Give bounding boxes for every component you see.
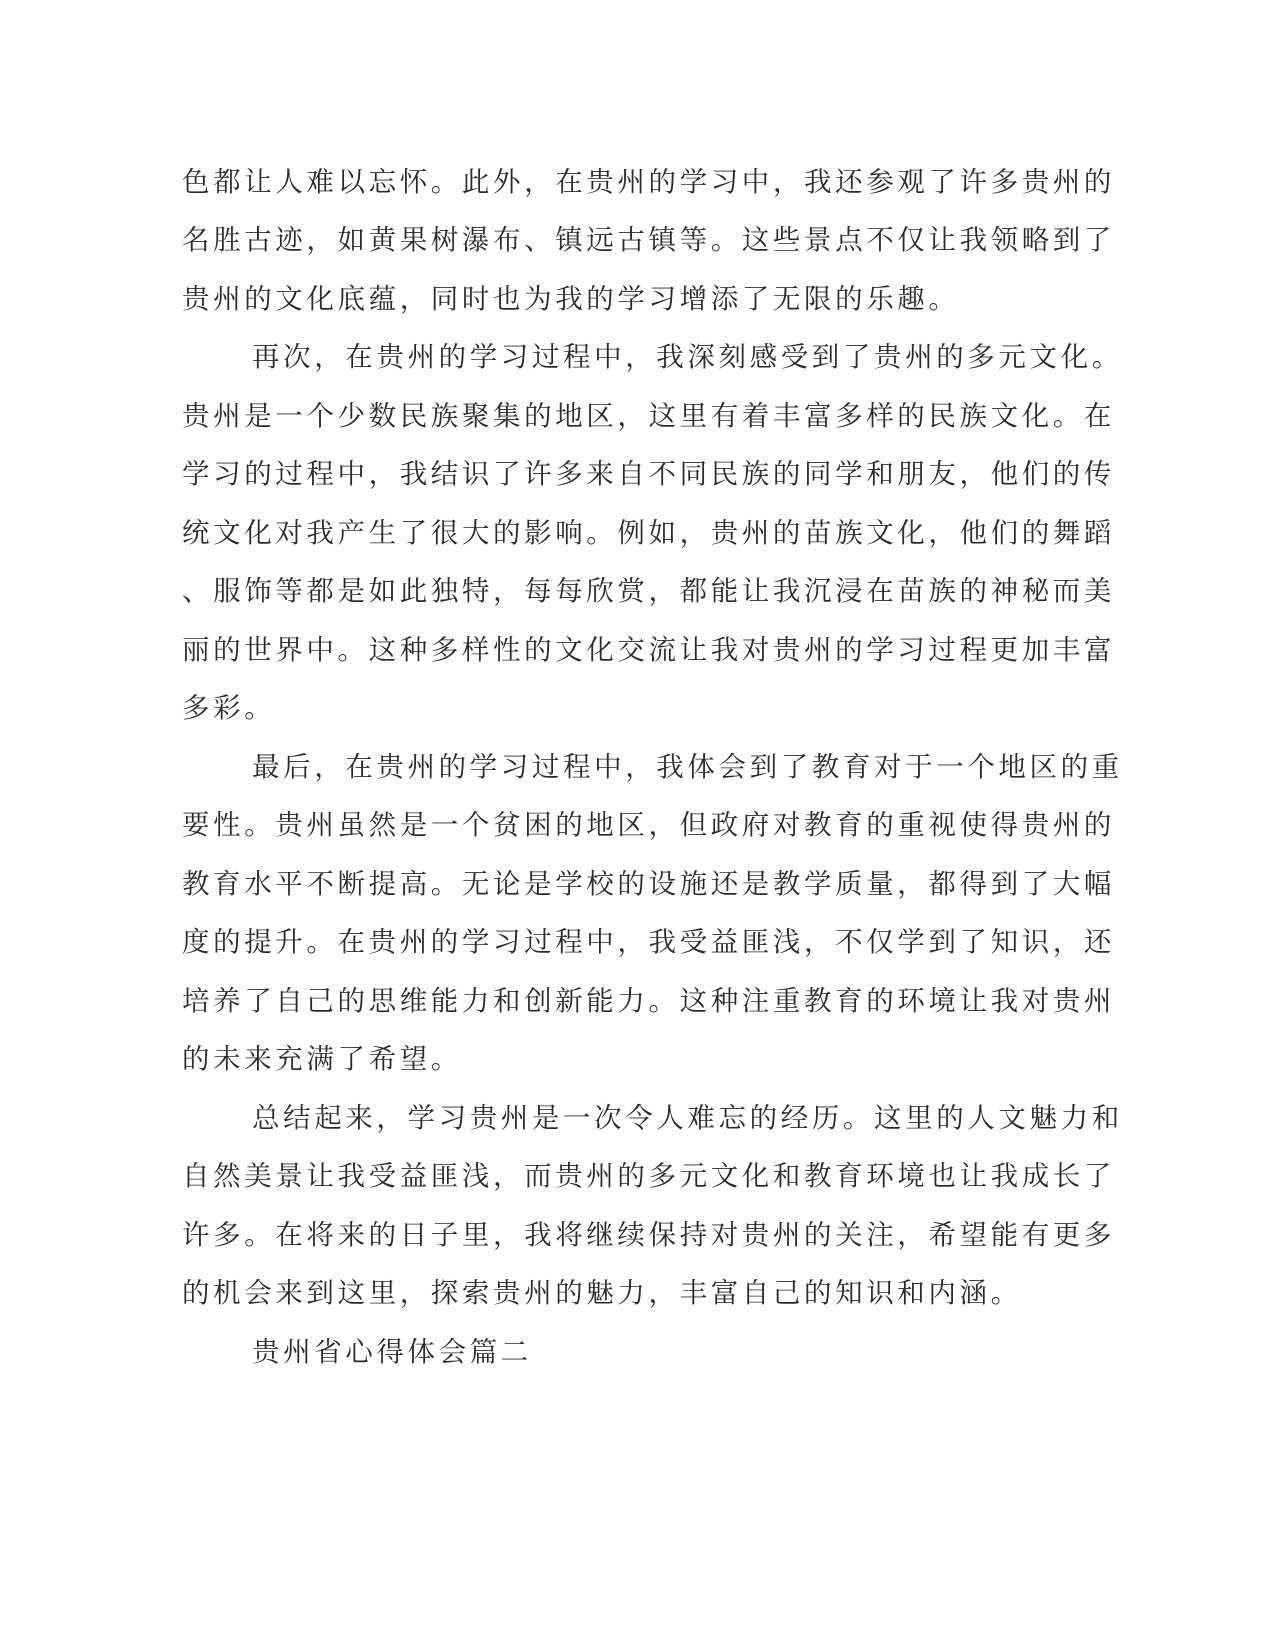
body-text-line: 色都让人难以忘怀。此外，在贵州的学习中，我还参观了许多贵州的 — [182, 166, 1115, 198]
body-text-line: 教育水平不断提高。无论是学校的设施还是教学质量，都得到了大幅 — [182, 868, 1115, 900]
body-text-line: 、服饰等都是如此独特，每每欣赏，都能让我沉浸在苗族的神秘而美 — [182, 575, 1115, 607]
section-heading: 贵州省心得体会篇二 — [252, 1336, 532, 1368]
body-text-line: 再次，在贵州的学习过程中，我深刻感受到了贵州的多元文化。 — [252, 341, 1123, 373]
body-text-line: 度的提升。在贵州的学习过程中，我受益匪浅，不仅学到了知识，还 — [182, 926, 1115, 958]
body-text-line: 贵州是一个少数民族聚集的地区，这里有着丰富多样的民族文化。在 — [182, 400, 1115, 432]
body-text-line: 多彩。 — [182, 692, 276, 724]
body-text-line: 丽的世界中。这种多样性的文化交流让我对贵州的学习过程更加丰富 — [182, 634, 1115, 666]
body-text-line: 自然美景让我受益匪浅，而贵州的多元文化和教育环境也让我成长了 — [182, 1160, 1115, 1192]
body-text-line: 总结起来，学习贵州是一次令人难忘的经历。这里的人文魅力和 — [252, 1102, 1123, 1134]
body-text-line: 最后，在贵州的学习过程中，我体会到了教育对于一个地区的重 — [252, 751, 1123, 783]
body-text-line: 贵州的文化底蕴，同时也为我的学习增添了无限的乐趣。 — [182, 283, 960, 315]
body-text-line: 名胜古迹，如黄果树瀑布、镇远古镇等。这些景点不仅让我领略到了 — [182, 224, 1115, 256]
body-text-line: 许多。在将来的日子里，我将继续保持对贵州的关注，希望能有更多 — [182, 1219, 1115, 1251]
body-text-line: 要性。贵州虽然是一个贫困的地区，但政府对教育的重视使得贵州的 — [182, 809, 1115, 841]
body-text-line: 培养了自己的思维能力和创新能力。这种注重教育的环境让我对贵州 — [182, 985, 1115, 1017]
body-text-line: 统文化对我产生了很大的影响。例如，贵州的苗族文化，他们的舞蹈 — [182, 517, 1115, 549]
body-text-line: 的机会来到这里，探索贵州的魅力，丰富自己的知识和内涵。 — [182, 1277, 1022, 1309]
body-text-line: 学习的过程中，我结识了许多来自不同民族的同学和朋友，他们的传 — [182, 458, 1115, 490]
body-text-line: 的未来充满了希望。 — [182, 1043, 462, 1075]
